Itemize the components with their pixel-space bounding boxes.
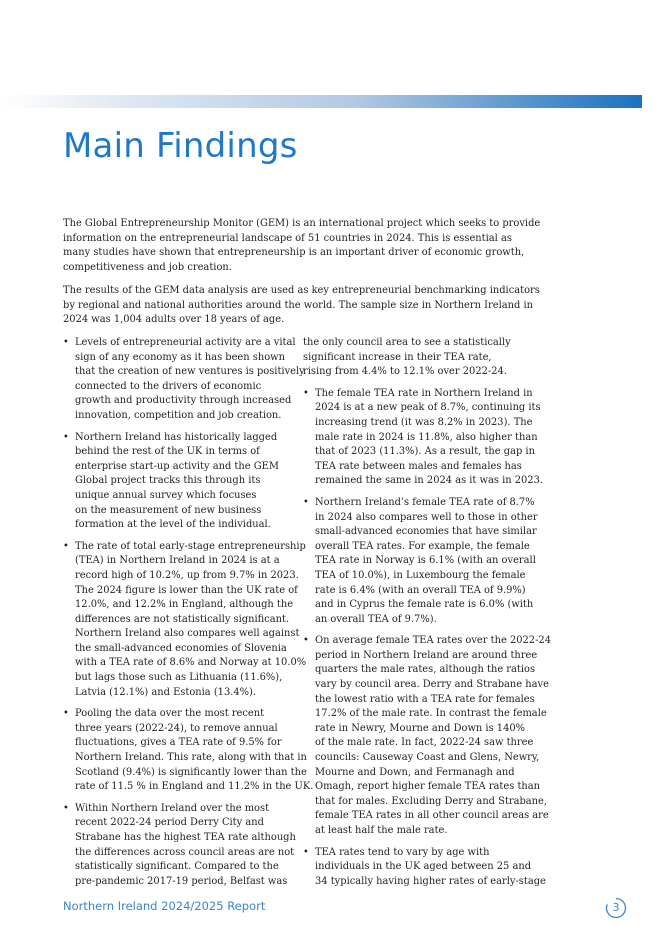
text-line: overall TEA rates. For example, the female xyxy=(315,540,530,552)
text-line: 12.0%, and 12.2% in England, although the xyxy=(75,599,294,611)
text-line: on the measurement of new business xyxy=(75,504,262,516)
text-line: • The female TEA rate in Northern Ireland in xyxy=(315,387,533,399)
text-line: 2024 was 1,004 adults over 18 years of age. xyxy=(63,314,285,326)
finding-bullet xyxy=(303,387,544,489)
text-line: quarters the male rates, although the ratios xyxy=(315,664,536,676)
finding-bullet xyxy=(303,634,551,838)
finding-bullet-continuation xyxy=(303,336,519,380)
text-line: TEA rate between males and females has xyxy=(315,460,522,472)
text-line: behind the rest of the UK in terms of xyxy=(75,446,260,458)
text-line: • Northern Ireland’s female TEA rate of 8.7% xyxy=(315,496,535,508)
text-line: by regional and national authorities around the world. The sample size in Northern Ireland in xyxy=(63,299,533,311)
text-line: at least half the male rate. xyxy=(315,825,448,836)
text-line: The 2024 figure is lower than the UK rate of xyxy=(75,584,298,596)
text-line: growth and productivity through increased xyxy=(75,395,292,407)
finding-bullet xyxy=(63,802,296,890)
text-line: Strabane has the highest TEA rate although xyxy=(75,832,296,843)
text-line: Northern Ireland also compares well against xyxy=(75,628,300,640)
text-line: female TEA rates in all other council areas are xyxy=(315,810,549,822)
text-line: Latvia (12.1%) and Estonia (13.4%). xyxy=(75,686,257,698)
text-line: The results of the GEM data analysis are used as key entrepreneurial benchmarking indicators xyxy=(63,285,540,296)
finding-bullet xyxy=(303,846,546,890)
text-line: 34 typically having higher rates of early-stage xyxy=(315,875,546,887)
text-line: but lags those such as Lithuania (11.6%), xyxy=(75,672,283,684)
intro-paragraph-1 xyxy=(63,217,541,275)
text-line: • Pooling the data over the most recent xyxy=(75,708,265,720)
text-line: period in Northern Ireland are around three xyxy=(315,649,538,661)
text-line: Scotland (9.4%) is significantly lower than the xyxy=(75,766,307,778)
text-line: differences are not statistically significant. xyxy=(75,613,290,625)
text-line: three years (2022-24), to remove annual xyxy=(75,722,278,734)
text-line: • Levels of entrepreneurial activity are a vital xyxy=(75,337,296,348)
text-line: remained the same in 2024 as it was in 2023. xyxy=(315,475,544,487)
text-line: 17.2% of the male rate. In contrast the female xyxy=(315,708,547,720)
text-line: small-advanced economies that have similar xyxy=(315,526,537,538)
text-line: competitiveness and job creation. xyxy=(63,261,232,273)
text-line: statistically significant. Compared to the xyxy=(75,861,279,873)
text-line: formation at the level of the individual. xyxy=(75,519,271,531)
text-line: male rate in 2024 is 11.8%, also higher than xyxy=(315,431,538,443)
text-line: TEA of 10.0%), in Luxembourg the female xyxy=(315,569,526,581)
text-line: • On average female TEA rates over the 2022-24 xyxy=(315,635,551,647)
text-line: connected to the drivers of economic xyxy=(75,380,262,392)
findings-left-column xyxy=(63,336,314,896)
page-number-badge xyxy=(604,896,628,920)
text-line: of the male rate. In fact, 2022-24 saw three xyxy=(315,737,534,749)
finding-bullet xyxy=(63,540,307,701)
finding-bullet xyxy=(63,336,305,424)
text-line: the lowest ratio with a TEA rate for females xyxy=(315,693,535,705)
text-line: that of 2023 (11.3%). As a result, the gap in xyxy=(315,446,535,458)
page-title: Main Findings xyxy=(63,126,298,166)
text-line: in 2024 also compares well to those in other xyxy=(315,511,538,523)
text-line: many studies have shown that entrepreneurship is an important driver of economic growth, xyxy=(63,247,525,259)
text-line: councils: Causeway Coast and Glens, Newry, xyxy=(315,752,540,764)
text-line: the only council area to see a statistically xyxy=(303,337,511,348)
text-line: • TEA rates tend to vary by age with xyxy=(315,846,490,858)
page-number: 3 xyxy=(612,901,620,914)
text-line: Mourne and Down, and Fermanagh and xyxy=(315,766,515,778)
text-line: (TEA) in Northern Ireland in 2024 is at a xyxy=(75,555,280,567)
text-line: pre-pandemic 2017-19 period, Belfast was xyxy=(75,875,288,887)
intro-paragraph-2 xyxy=(63,284,540,328)
footer-report-title: Northern Ireland 2024/2025 Report xyxy=(63,899,266,913)
text-line: rate of 11.5 % in England and 11.2% in the UK. xyxy=(75,781,314,793)
text-line: information on the entrepreneurial landscape of 51 countries in 2024. This is essential as xyxy=(63,232,512,244)
text-line: sign of any economy as it has been shown xyxy=(75,351,285,363)
text-line: • Northern Ireland has historically lagged xyxy=(75,431,278,443)
text-line: significant increase in their TEA rate, xyxy=(303,351,492,363)
text-line: enterprise start-up activity and the GEM xyxy=(75,460,279,472)
text-line: 2024 is at a new peak of 8.7%, continuing its xyxy=(315,402,541,414)
text-line: Northern Ireland. This rate, along with that in xyxy=(75,752,307,764)
text-line: rate is 6.4% (with an overall TEA of 9.9%) xyxy=(315,584,526,596)
text-line: individuals in the UK aged between 25 and xyxy=(315,861,532,873)
text-line: innovation, competition and job creation. xyxy=(75,409,282,421)
finding-bullet xyxy=(63,707,314,795)
text-line: recent 2022-24 period Derry City and xyxy=(75,817,264,829)
text-line: rate in Newry, Mourne and Down is 140% xyxy=(315,722,526,734)
text-line: fluctuations, gives a TEA rate of 9.5% for xyxy=(75,737,282,749)
text-line: Omagh, report higher female TEA rates than xyxy=(315,781,541,793)
text-line: with a TEA rate of 8.6% and Norway at 10.0% xyxy=(75,657,307,669)
text-line: that the creation of new ventures is positively xyxy=(75,366,305,378)
findings-right-column xyxy=(303,336,551,896)
text-line: TEA rate in Norway is 6.1% (with an overall xyxy=(315,555,536,567)
text-line: Global project tracks this through its xyxy=(75,475,261,487)
text-line: vary by council area. Derry and Strabane have xyxy=(315,679,549,691)
text-line: unique annual survey which focuses xyxy=(75,489,257,501)
text-line: that for males. Excluding Derry and Strabane, xyxy=(315,795,548,807)
text-line: • Within Northern Ireland over the most xyxy=(75,802,270,814)
text-line: • The rate of total early-stage entrepreneurship xyxy=(75,540,306,552)
header-gradient-bar xyxy=(0,95,642,108)
text-line: rising from 4.4% to 12.1% over 2022-24. xyxy=(303,366,507,378)
text-line: The Global Entrepreneurship Monitor (GEM) is an international project which seeks to provide xyxy=(63,218,541,229)
text-line: record high of 10.2%, up from 9.7% in 2023. xyxy=(75,569,299,581)
text-line: an overall TEA of 9.7%). xyxy=(315,613,437,625)
text-line: increasing trend (it was 8.2% in 2023). The xyxy=(315,416,533,428)
finding-bullet xyxy=(303,496,538,627)
finding-bullet xyxy=(63,431,285,533)
text-line: and in Cyprus the female rate is 6.0% (with xyxy=(315,599,534,611)
text-line: the differences across council areas are not xyxy=(75,846,295,858)
text-line: the small-advanced economies of Slovenia xyxy=(75,642,287,654)
